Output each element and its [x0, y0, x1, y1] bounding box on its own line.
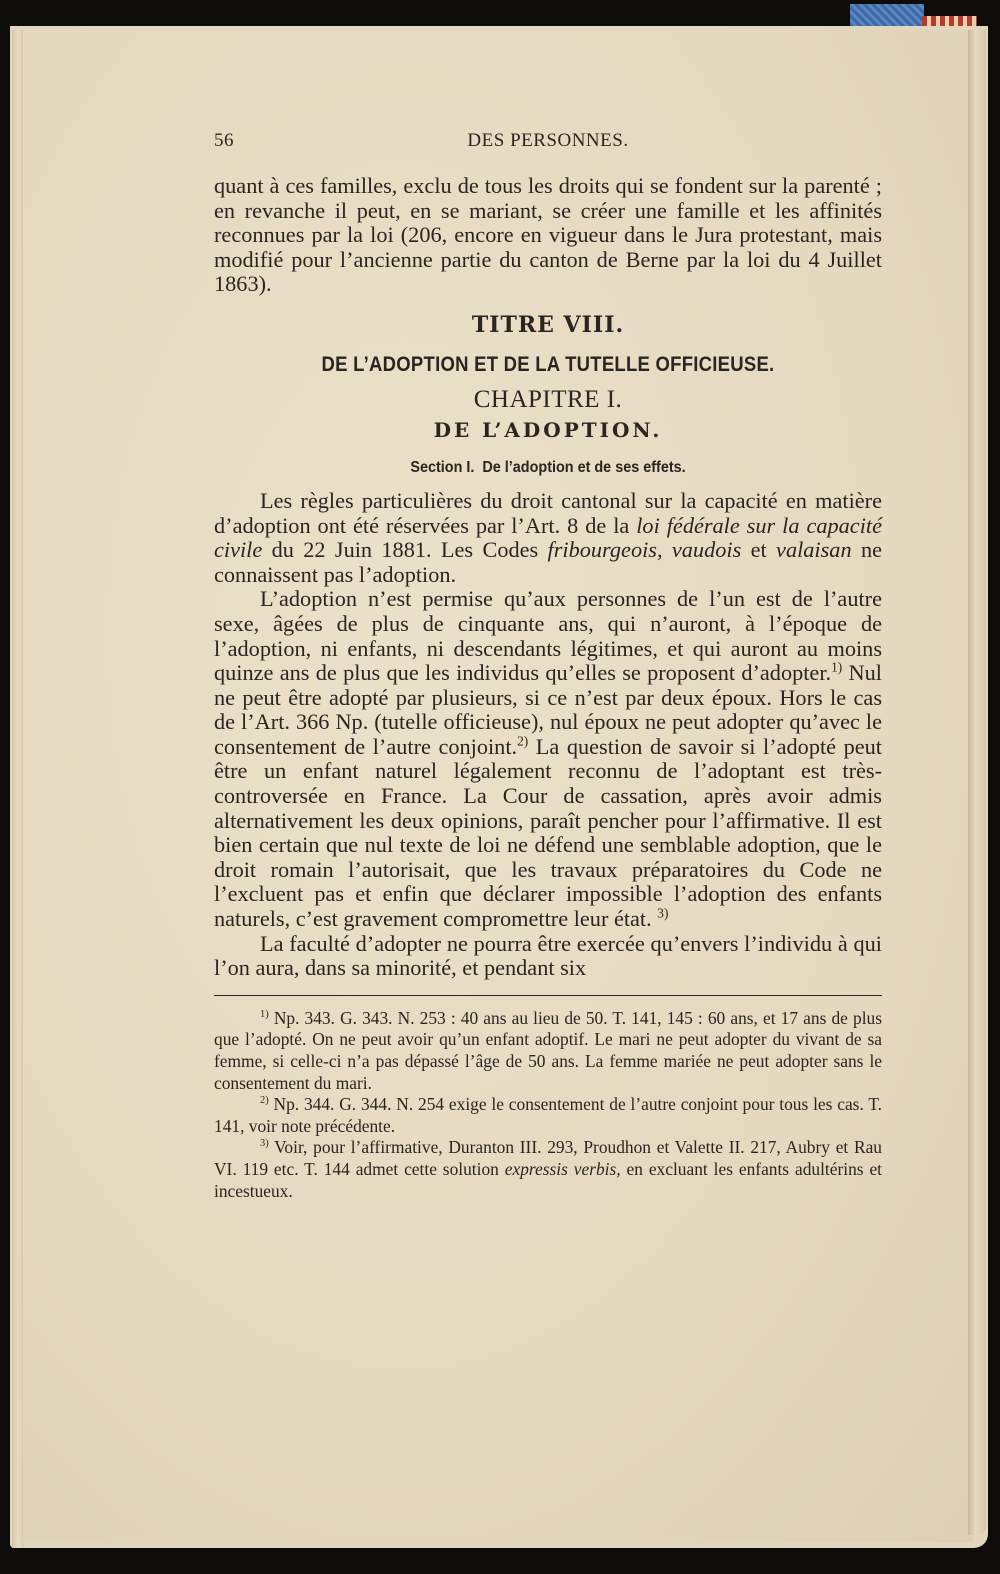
running-head	[214, 130, 882, 160]
chapitre-heading: CHAPITRE I.	[473, 386, 623, 414]
paragraph-1	[214, 489, 882, 587]
paragraph-2	[214, 587, 882, 931]
titre-heading: TITRE VIII.	[471, 311, 625, 338]
text-run: Nul ne peut être adopté par plusieurs, si ce n’est par deux époux. Hors le cas de l’Art. 366 Np. (tutelle officieuse), nul époux ne peut adopter qu’avec le consentement de l’autre conjoint.	[214, 660, 882, 759]
main-text	[214, 174, 882, 981]
footnote-ref-1[interactable]: 1)	[831, 659, 843, 675]
footnote-text: Np. 344. G. 344. N. 254 exige le consentement de l’autre conjoint pour tous les cas. T. 141, voir note précédente.	[214, 1094, 882, 1136]
footnote-mark: 3)	[260, 1138, 269, 1150]
footnote-3	[214, 1137, 882, 1202]
footnotes	[214, 1008, 882, 1202]
page-edge-right	[968, 30, 986, 1535]
intro-paragraph: quant à ces familles, exclu de tous les droits qui se fondent sur la parenté ; en revanche il peut, en se mariant, se créer une famille et les affinités reconnues par la loi (206, encore en vigueur dans le Jura protestant, mais modifié pour l’ancienne partie du canton de Berne par la loi du 4 Juillet 1863).	[214, 173, 882, 297]
footnote-mark: 1)	[260, 1009, 269, 1021]
page-number: 56	[214, 130, 234, 151]
footnote-divider	[214, 995, 882, 996]
italic-term: vaudois	[671, 537, 742, 563]
footnote-mark: 2)	[260, 1095, 269, 1107]
chapitre-title: DE L’ADOPTION.	[433, 417, 663, 442]
footnote-ref-2[interactable]: 2)	[517, 733, 529, 749]
footnote-text: Voir, pour l’affirmative, Duranton III. 293, Proudhon et Valette II. 217, Aubry et Rau VI. 119 etc. T. 144 admet cette solution	[214, 1137, 882, 1179]
text-run	[663, 537, 672, 562]
text-run: et	[741, 537, 777, 563]
text-run: Les règles particulières du droit cantonal sur la capacité en matière d’adoption ont été réservées par l’Art. 8 de la	[214, 487, 882, 538]
italic-title: loi fédérale sur la capacité civile	[214, 512, 882, 563]
page-content	[214, 130, 882, 1202]
text-run: L’adoption n’est permise qu’aux personnes de l’un est de l’autre sexe, âgées de plus de cinquante ans, qui n’auront, à l’époque de l’adoption, ni enfants, ni descendants légitimes, et qui auront au moins quinze ans de plus que les individus qu’elles se proposent d’adopter.	[214, 586, 882, 686]
footnote-text: en excluant les enfants adultérins et incestueux.	[214, 1158, 883, 1201]
footnote-2	[214, 1094, 882, 1137]
text-run: ne connaissent pas l’adoption.	[214, 537, 882, 587]
paragraph-3: La faculté d’adopter ne pourra être exercée qu’envers l’individu à qui l’on aura, dans sa minorité, et pendant six	[214, 930, 882, 981]
bookmark-ribbon-blue	[850, 4, 924, 26]
text-run: La question de savoir si l’adopté peut être un enfant naturel légalement reconnu de l’adoptant est très-controversée en France. La Cour de cassation, après avoir admis alternativement les deux opinions, paraît pencher pour l’affirmative. Il est bien certain que nul texte de loi ne défend une semblable adoption, que le droit romain l’autorisait, que les travaux préparatoires du Code ne l’excluent pas et enfin que déclarer impossible l’adoption des enfants naturels, c’est gravement compromettre leur état.	[214, 733, 882, 932]
footnote-text: Np. 343. G. 343. N. 253 : 40 ans au lieu de 50. T. 141, 145 : 60 ans, et 17 ans de plus que l’adopté. On ne peut avoir qu’un enfant adoptif. Le mari ne peut adopter du vivant de sa femme, si celle-ci n’a pas dépassé l’âge de 50 ans. La femme mariée ne peut adopter sans le consentement du mari.	[214, 1007, 882, 1093]
footnote-ref-3[interactable]: 3)	[657, 905, 669, 921]
italic-term: valaisan	[776, 537, 852, 563]
footnote-1	[214, 1008, 882, 1094]
italic-term: fribourgeois,	[547, 537, 663, 563]
text-run: du 22 Juin 1881. Les Codes	[262, 537, 548, 563]
section-heading: Section I. De l’adoption et de ses effets.	[410, 459, 686, 477]
italic-phrase: expressis verbis,	[504, 1158, 621, 1179]
bookmark-ribbon-red	[922, 16, 977, 26]
running-title: DES PERSONNES.	[467, 130, 629, 151]
titre-subtitle: DE L’ADOPTION ET DE LA TUTELLE OFFICIEUSE.	[321, 351, 775, 376]
